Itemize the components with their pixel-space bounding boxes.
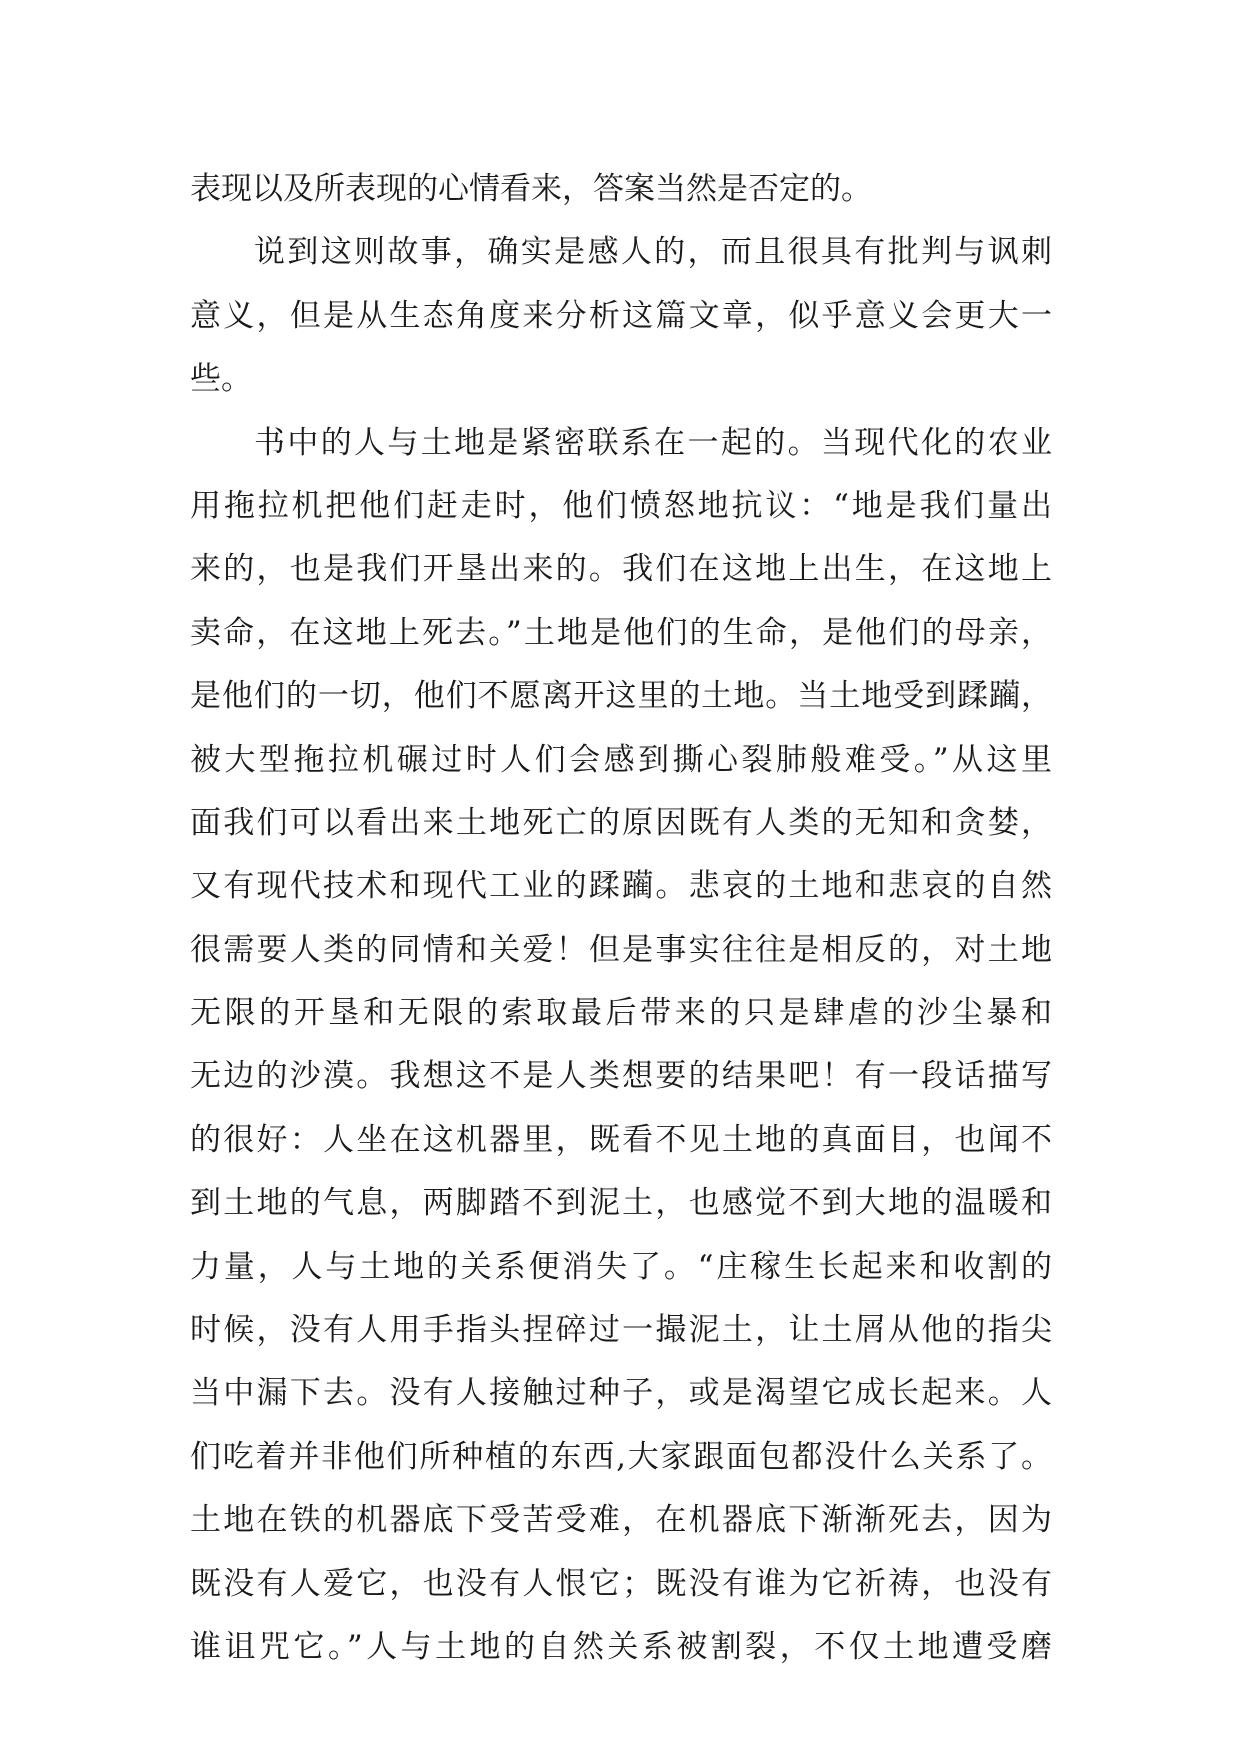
text-line: 的很好：人坐在这机器里，既看不见土地的真面目，也闻不: [190, 1121, 1052, 1158]
text-line: 当中漏下去。没有人接触过种子，或是渴望它成长起来。人: [190, 1375, 1052, 1412]
text-line: 无限的开垦和无限的索取最后带来的只是肆虐的沙尘暴和: [190, 995, 1052, 1032]
text-line: 又有现代技术和现代工业的蹂躏。悲哀的土地和悲哀的自然: [190, 868, 1052, 905]
text-line: 是他们的一切，他们不愿离开这里的土地。当土地受到蹂躏，: [190, 678, 1052, 715]
paragraph: [190, 412, 1052, 1680]
text-line: 些。: [190, 361, 252, 398]
text-line: 用拖拉机把他们赶走时，他们愤怒地抗议：“地是我们量出: [190, 487, 1052, 524]
paragraph: [190, 158, 1052, 221]
text-line: 们吃着并非他们所种植的东西,大家跟面包都没什么关系了。: [190, 1438, 1052, 1475]
text-line: 很需要人类的同情和关爱！但是事实往往是相反的，对土地: [190, 931, 1052, 968]
text-line: 意义，但是从生态角度来分析这篇文章，似乎意义会更大一: [190, 297, 1052, 334]
body-text: [190, 158, 1052, 1679]
text-line: 无边的沙漠。我想这不是人类想要的结果吧！有一段话描写: [190, 1058, 1052, 1095]
text-line: 书中的人与土地是紧密联系在一起的。当现代化的农业: [254, 424, 1052, 461]
text-line: 被大型拖拉机碾过时人们会感到撕心裂肺般难受。”从这里: [190, 741, 1052, 778]
text-line: 谁诅咒它。”人与土地的自然关系被割裂，不仅土地遭受磨: [190, 1628, 1052, 1665]
text-line: 说到这则故事，确实是感人的，而且很具有批判与讽刺: [254, 234, 1052, 271]
text-line: 时候，没有人用手指头捏碎过一撮泥土，让土屑从他的指尖: [190, 1312, 1052, 1349]
text-line: 土地在铁的机器底下受苦受难，在机器底下渐渐死去，因为: [190, 1502, 1052, 1539]
text-line: 面我们可以看出来土地死亡的原因既有人类的无知和贪婪，: [190, 804, 1052, 841]
text-line: 到土地的气息，两脚踏不到泥土，也感觉不到大地的温暖和: [190, 1185, 1052, 1222]
text-line: 既没有人爱它，也没有人恨它；既没有谁为它祈祷，也没有: [190, 1565, 1052, 1602]
paragraph: [190, 221, 1052, 411]
text-line: 表现以及所表现的心情看来，答案当然是否定的。: [190, 171, 872, 207]
text-line: 卖命，在这地上死去。”土地是他们的生命，是他们的母亲，: [190, 614, 1052, 651]
text-line: 力量，人与土地的关系便消失了。“庄稼生长起来和收割的: [190, 1248, 1052, 1285]
text-line: 来的，也是我们开垦出来的。我们在这地上出生，在这地上: [190, 551, 1052, 588]
